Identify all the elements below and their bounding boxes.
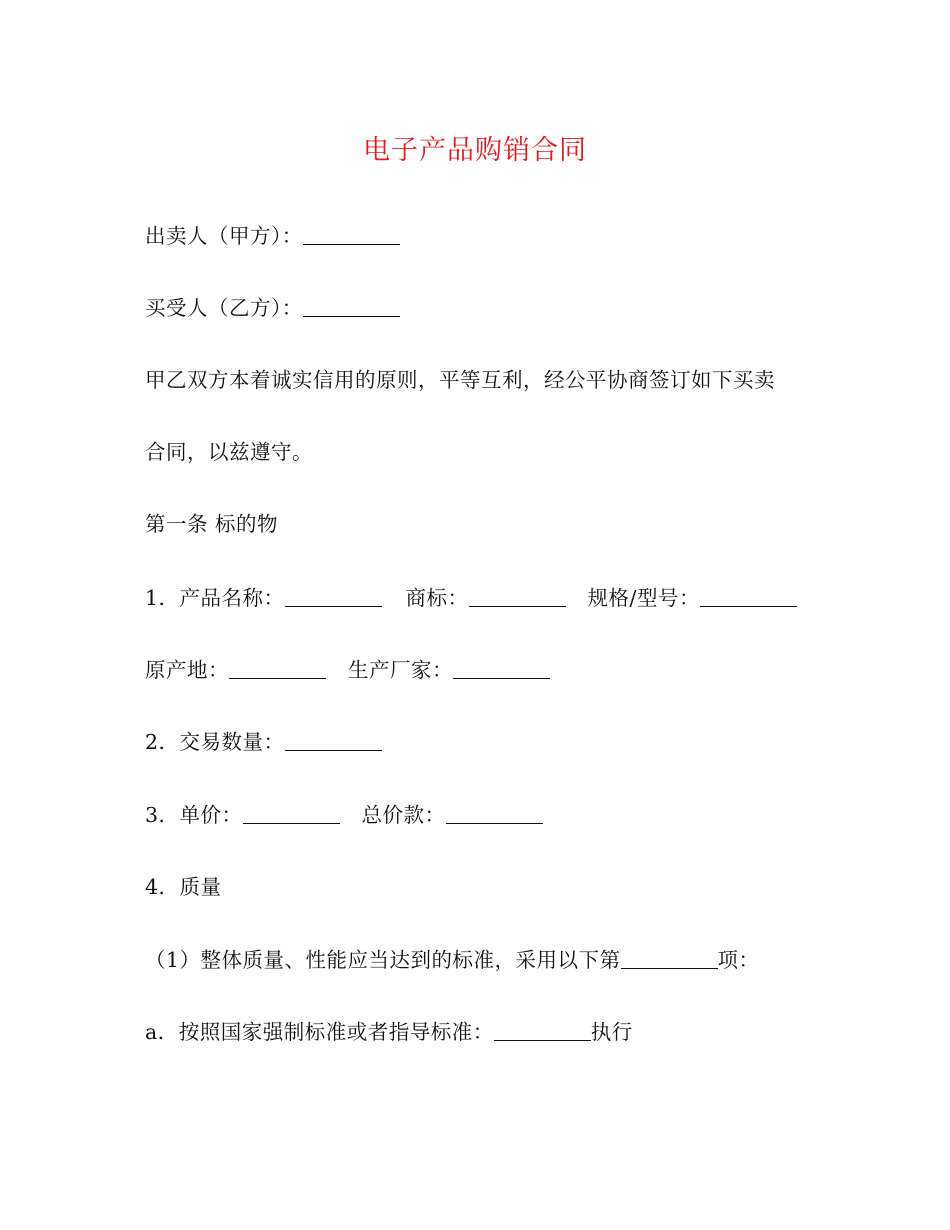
quality-clause-line [145, 946, 760, 974]
intro-line-2 [145, 438, 313, 466]
article-1-heading [145, 510, 278, 538]
item-3-line [145, 801, 543, 829]
quality-clause-blank [621, 948, 718, 969]
seller-line [145, 222, 400, 250]
spec-label: 规格/型号： [587, 586, 700, 610]
item-2-line [145, 728, 382, 756]
intro-text-2: 合同，以兹遵守。 [145, 440, 313, 464]
unit-price-blank [243, 803, 340, 824]
quantity-label: 2．交易数量： [145, 730, 285, 754]
manufacturer-blank [453, 658, 550, 679]
origin-blank [229, 658, 326, 679]
quantity-blank [285, 730, 382, 751]
article-1-heading-text: 第一条 标的物 [145, 512, 279, 536]
seller-label: 出卖人（甲方）： [145, 224, 303, 248]
document-title: 电子产品购销合同 [363, 135, 587, 166]
intro-line-1 [145, 366, 775, 394]
total-price-label: 总价款： [361, 803, 446, 827]
quality-label: 4．质量 [145, 875, 222, 899]
seller-blank [303, 224, 400, 245]
product-name-label: 1．产品名称： [145, 586, 285, 610]
buyer-line [145, 294, 400, 322]
item-1-line [145, 584, 797, 612]
manufacturer-label: 生产厂家： [348, 658, 453, 682]
origin-label: 原产地： [145, 658, 229, 682]
product-name-blank [285, 586, 382, 607]
brand-blank [469, 586, 566, 607]
option-a-line [145, 1018, 633, 1046]
option-a-prefix: a．按照国家强制标准或者指导标准： [145, 1020, 494, 1044]
option-a-blank [494, 1020, 591, 1041]
buyer-label: 买受人（乙方）： [145, 296, 303, 320]
item-1-continued-line [145, 656, 550, 684]
buyer-blank [303, 296, 400, 317]
quality-clause-suffix: 项： [717, 948, 760, 972]
intro-text-1: 甲乙双方本着诚实信用的原则，平等互利，经公平协商签订如下买卖 [145, 368, 775, 392]
item-4-line [145, 873, 222, 901]
quality-clause-prefix: （1）整体质量、性能应当达到的标准，采用以下第 [145, 948, 621, 972]
total-price-blank [446, 803, 543, 824]
spec-blank [700, 586, 797, 607]
brand-label: 商标： [405, 586, 469, 610]
unit-price-label: 3．单价： [145, 803, 243, 827]
option-a-suffix: 执行 [590, 1020, 633, 1044]
